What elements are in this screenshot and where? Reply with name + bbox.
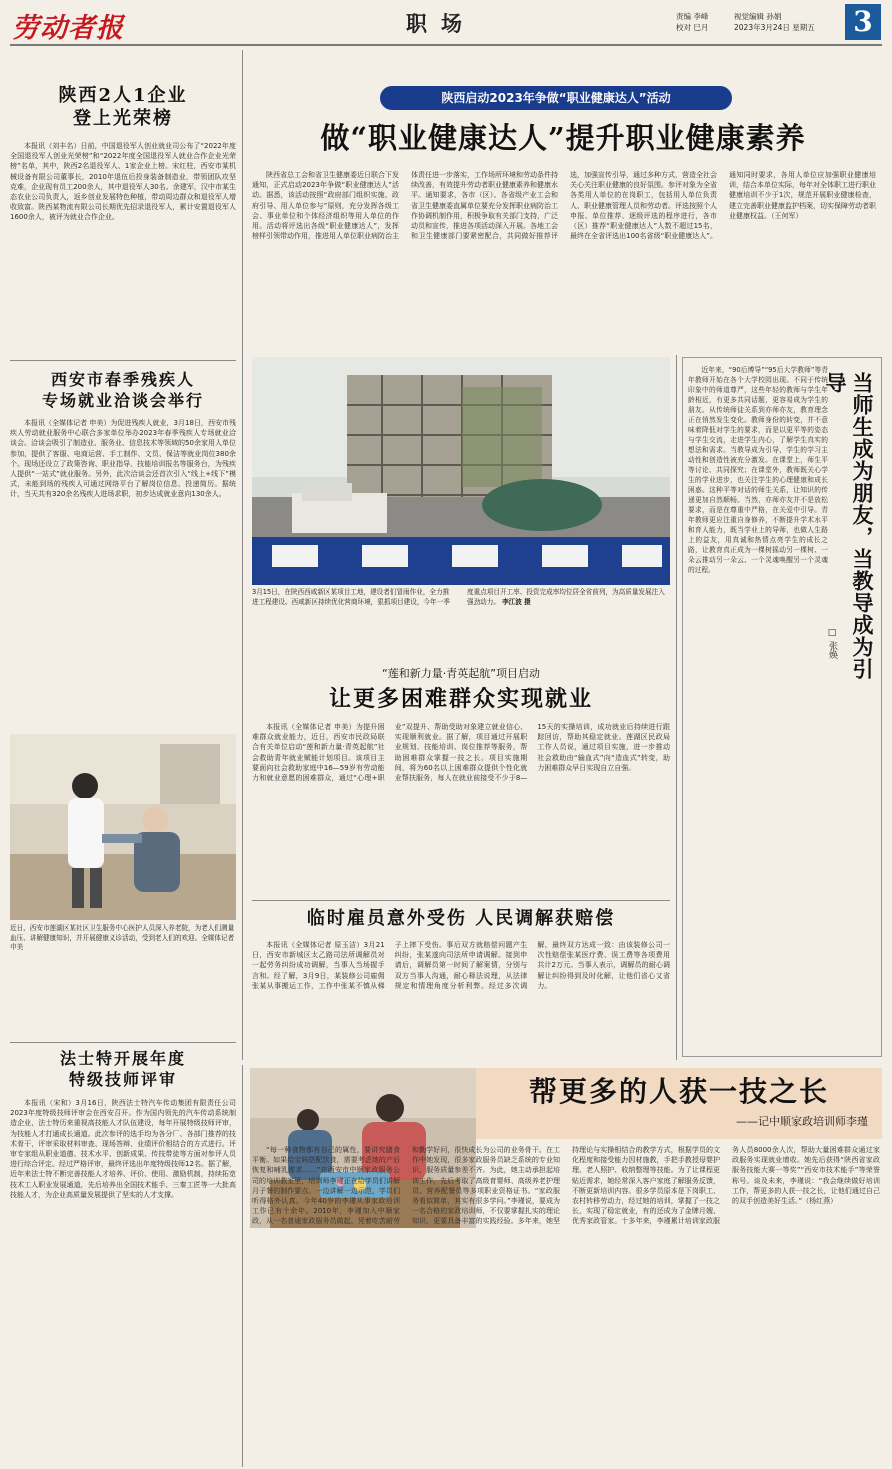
construction-photo-caption (252, 588, 668, 646)
construction-photo-caption-text: 3月15日，在陕西西咸新区某项目工地，建设者们冒雨作业，全力推进工程建设。西咸新区持续优化营商环境，狠抓项目建设，今年一季度重点项目开工率、投资完成率均位居全省前列，为高质量发展注入强劲动力。 (252, 588, 665, 606)
construction-photo (252, 357, 670, 585)
designer-name: 孙娟 (766, 12, 782, 21)
bottom-feature-body (252, 1145, 880, 1463)
bottom-feature-headline: 帮更多的人获一技之长 (528, 1075, 829, 1108)
mid2-body (252, 940, 670, 1054)
column-rule-left (242, 50, 243, 1060)
proof-name: 巳月 (693, 23, 709, 32)
right-feature-author: □ 张焕 (827, 628, 837, 659)
left2-headline (10, 369, 236, 411)
left3-headline (10, 1048, 236, 1090)
mid2-body-text: 本报讯（全媒体记者 原玉洁）3月21日，西安市新城区太乙路司法所调解员对一起劳务纠纷成功调解，当事人当场握手言和。经了解，3月9日，某装修公司雇佣张某从事搬运工作，工作中张某不慎从梯子上摔下受伤。事后双方就赔偿问题产生纠纷，张某遂向司法所申请调解。接到申请后，调解员第一时间了解案情，分别与双方当事人沟通，耐心释法说理，从法律规定和情理角度分析利弊。经过多次调解，最终双方达成一致：由该装修公司一次性赔偿张某医疗费、误工费等各项费用共计2万元。当事人表示，调解员的耐心调解让纠纷得到及时化解，让他们省心又省力。 (252, 941, 670, 990)
main-body-text: 陕西省总工会和省卫生健康委近日联合下发通知，正式启动2023年争做“职业健康达人”活动。据悉，该活动按照“政府部门组织实施、政府引导、用人单位参与”原则，充分发挥各级工会、事业单位和个体经济组织等用人单位的作用。活动将评选出各级“职业健康达人”，发挥榜样引领带动作用，推进用人单位职业病防治主体责任进一步落实，工作场所环境和劳动条件持续改善，有效提升劳动者职业健康素养和健康水平。通知要求，各市（区）、各省级产业工会和省卫生健康委直属单位要充分发挥职业病防治工作协调机制作用，积极争取有关部门支持，广泛动员和宣传，推进各项活动深入开展。各地工会和卫生健康部门要紧密配合，共同做好推荐评选，加强宣传引导，通过多种方式，营造全社会关心关注职业健康的良好氛围。参评对象为全省各类用人单位的在岗职工，包括用人单位负责人、职业健康管理人员和劳动者。评选按照个人申报、单位推荐、逐级评选的程序进行，各市（区）推荐“职业健康达人”人数不超过15名，最终在全省评选出100名省级“职业健康达人”。通知同时要求，各用人单位应加强职业健康培训，结合本单位实际，每年对全体职工进行职业健康培训不少于1次，规范开展职业健康检查，建立完善职业健康监护档案，切实保障劳动者职业健康权益。（王何军） (252, 171, 876, 241)
editor-name: 李峰 (693, 12, 709, 21)
mid1-divider (252, 900, 670, 901)
mid2-headline: 临时雇员意外受伤 人民调解获赔偿 (306, 908, 616, 929)
left2-divider (10, 1042, 236, 1043)
bottom-feature-subtitle: ——记中顺家政培训师李瑾 (736, 1115, 868, 1128)
left1-body-text: 本报讯（刘丰名）日前，中国退役军人创业就业司公布了“2022年度全国退役军人创业光荣榜”和“2022年度全国退役军人就业合作企业光荣榜”名单，其中，陕西2名退役军人、1家企业上榜。宋红柱，西安市某机械设备有限公司董事长，2010年退伍后投身装备制造业，带领团队攻坚克难，企业现有员工200余人，其中退役军人30名。余建军，汉中市某生态农业公司负责人，返乡创业发展特色种植，带动周边群众和退役军人增收致富。陕西某物流有限公司长期优先招录退役军人，累计安置退役军人1600余人，被评为就业合作企业。 (10, 142, 236, 222)
newspaper-logo: 劳动者报 (12, 13, 124, 44)
designer-label: 视觉编辑 (734, 12, 764, 21)
masthead-rule (10, 44, 882, 46)
mid1-body (252, 722, 670, 894)
bottom-feature-body-text: “每一种食物都有自己的属性，要讲究膳食平衡。如果给宝妈搭配饮食，需要考虑她的产后恢复和哺乳需求……”在西安市中顺家政服务公司的培训教室里，培训师李瑾正在给学员们讲解月子餐的制作要点。一边讲解一边示范，学员们听得格外认真。今年40岁的李瑾从事家政培训工作已有十余年。2010年，李瑾加入中顺家政，从一名普通家政服务员做起，凭着吃苦耐劳和勤学好问，很快成长为公司的业务骨干。在工作中她发现，很多家政服务员缺乏系统的专业知识，服务质量参差不齐。为此，她主动承担起培训工作，先后考取了高级育婴师、高级养老护理员、营养配餐员等多项职业资格证书。“家政服务看似简单，其实有很多学问。”李瑾说，要成为一名合格的家政培训师，不仅要掌握扎实的理论知识，更要具备丰富的实践经验。多年来，她坚持理论与实操相结合的教学方式，根据学员的文化程度和接受能力因材施教，手把手教授母婴护理、老人照护、收纳整理等技能。为了让课程更贴近需求，她经常深入客户家庭了解服务反馈，不断更新培训内容。很多学员原本是下岗职工、农村转移劳动力，经过她的培训，掌握了一技之长，实现了稳定就业，有的还成为了金牌月嫂、优秀家政管家。十多年来，李瑾累计培训家政服务人员8000余人次，帮助大量困难群众通过家政服务实现就业增收。她先后获得“陕西省家政服务技能大赛一等奖”“西安市技术能手”等荣誉称号。谈及未来，李瑾说：“我会继续做好培训工作，帮更多的人获一技之长，让他们通过自己的双手创造美好生活。”（杨红燕） (252, 1146, 880, 1226)
column-rule-right (676, 355, 677, 1060)
left3-body-text: 本报讯（宋和）3月16日，陕西法士特汽车传动集团有限责任公司2023年度特级技师评审会在西安召开。作为国内领先的汽车传动系统制造企业，法士特历来重视高技能人才队伍建设，每年开展特级技师评审，为技能人才打通成长通道。此次参评的选手均为各分厂、各部门推荐的技术骨干，评审采取材料审查、现场答辩、业绩评价相结合的方式进行。评审专家组从职业道德、技术水平、创新成果、传技带徒等方面对参评人员进行综合评定。经过严格评审，最终评选出年度特级技师12名。据了解，近年来法士特不断完善技能人才培养、评价、使用、激励机制，持续拓宽技术工人职业发展通道，先后培养出全国技术能手、三秦工匠等一大批高技能人才，为企业高质量发展提供了坚实的人才支撑。 (10, 1099, 236, 1199)
right-feature-body (688, 365, 828, 1051)
issue-date: 2023年3月24日 星期五 (734, 23, 815, 32)
construction-photo-credit: 李江波 摄 (502, 597, 531, 606)
mid1-headline: 让更多困难群众实现就业 (328, 686, 593, 712)
left2-headline-line2: 专场就业洽谈会举行 (41, 391, 204, 410)
right-feature-headline: 当师生成为朋友，当教导成为引导 (823, 372, 875, 680)
mid1-body-text: 本报讯（全媒体记者 申美）为提升困难群众就业能力，近日，西安市民政局联合有关单位启动“莲和新力量·青英起航”社会救助青年就业赋能计划项目。该项目主要面向社会救助家庭中16—59岁有劳动能力和就业意愿的困难群众，通过“心理+职业”双提升、帮助受助对象建立就业信心、实现顺利就业。据了解，项目通过开展职业规划、技能培训、岗位推荐等服务，帮助困难群众掌握一技之长。项目实施期间，将为60名以上困难群众提供个性化就业帮扶服务，每人在就业前接受不少于8—15天的实操培训，成功就业后持续进行跟踪回访，帮助其稳定就业。莲湖区民政局工作人员说，通过项目实施，进一步推动社会救助由“输血式”向“造血式”转变，助力困难群众早日实现自立自强。 (252, 723, 670, 783)
left2-headline-line1: 西安市春季残疾人 (50, 370, 195, 389)
main-body (252, 170, 876, 348)
masthead (0, 0, 892, 46)
column-rule-bottom (242, 1065, 243, 1467)
campaign-banner-text: 陕西启动2023年争做“职业健康达人”活动 (441, 91, 671, 105)
section-name: 职场 (406, 11, 476, 36)
campaign-banner (380, 86, 732, 110)
left1-headline-line1: 陕西2人1企业 (58, 85, 188, 106)
clinic-photo-caption (10, 924, 236, 992)
mid1-kicker: “莲和新力量·青英起航”项目启动 (382, 667, 540, 680)
left3-headline-line1: 法士特开展年度 (59, 1049, 186, 1068)
left1-headline (10, 84, 236, 130)
clinic-photo-caption-text: 近日，西安市莲湖区某社区卫生服务中心医护人员深入养老院，为老人们测量血压、讲解健康知识，并开展健康义诊活动，受到老人们的欢迎。全媒体记者 申美 (10, 924, 235, 952)
construction-photo-image (252, 357, 670, 585)
left2-body-text: 本报讯（全媒体记者 申美）为促进残疾人就业，3月18日，西安市残疾人劳动就业服务中心联合多家单位举办2023年春季残疾人专场就业洽谈会。洽谈会吸引了制造业、服务业、信息技术等领域的50余家用人单位参加，提供了客服、电商运营、手工制作、文员、保洁等就业岗位380余个。现场还设立了政策咨询、职业指导、技能培训报名等服务台，为残疾人提供“一站式”就业服务。另外，此次洽谈会还首次引入“线上+线下”模式，未能到场的残疾人可通过网络平台了解岗位信息、投递简历。据统计，当天共有320余名残疾人进场求职，初步达成就业意向130余人。 (10, 419, 236, 499)
left2-body (10, 418, 236, 728)
editor-info (676, 11, 708, 33)
proof-label: 校对 (676, 23, 691, 32)
page-number (845, 4, 881, 40)
clinic-photo-image (10, 734, 236, 920)
left1-headline-line2: 登上光荣榜 (73, 108, 173, 129)
designer-date (734, 11, 815, 33)
editor-label: 责编 (676, 12, 691, 21)
left3-headline-line2: 特级技师评审 (68, 1070, 177, 1089)
left3-body (10, 1098, 236, 1464)
right-feature-body-text: 近年来，“90后博导”“95后大学教师”等青年教师开始在各个大学校园出现。不同于传统印象中的师道尊严，这些年轻的教师与学生年龄相近，有更多共同话题，更容易成为学生的朋友。从传统师徒关系到亦师亦友，教育理念正在悄然发生变化。教师身份的转变，并不意味着降低对学生的要求，而是以更平等的姿态与学生交流，走进学生内心，了解学生真实的想法和需求。当教导成为引导，学生的学习主动性和创造性被充分激发。在课堂上，师生平等讨论、共同探究；在课堂外，教师既关心学生的学业进步，也关注学生的心理健康和成长困惑。这种平等对话的师生关系，让知识的传递更加自然顺畅。当然，亦师亦友并不是放松要求，而是在尊重中严格，在关爱中引导。青年教师更应注重自身修养，不断提升学术水平和育人能力，既当学业上的导师，也做人生路上的益友，用真诚和热情点亮学生的成长之路，让教育真正成为一棵树摇动另一棵树、一朵云推动另一朵云、一个灵魂唤醒另一个灵魂的过程。 (688, 366, 828, 574)
clinic-photo (10, 734, 236, 920)
main-headline: 做“职业健康达人”提升职业健康素养 (320, 121, 806, 155)
left1-divider (10, 360, 236, 361)
page-number-text: 3 (853, 5, 873, 38)
left1-body (10, 141, 236, 355)
